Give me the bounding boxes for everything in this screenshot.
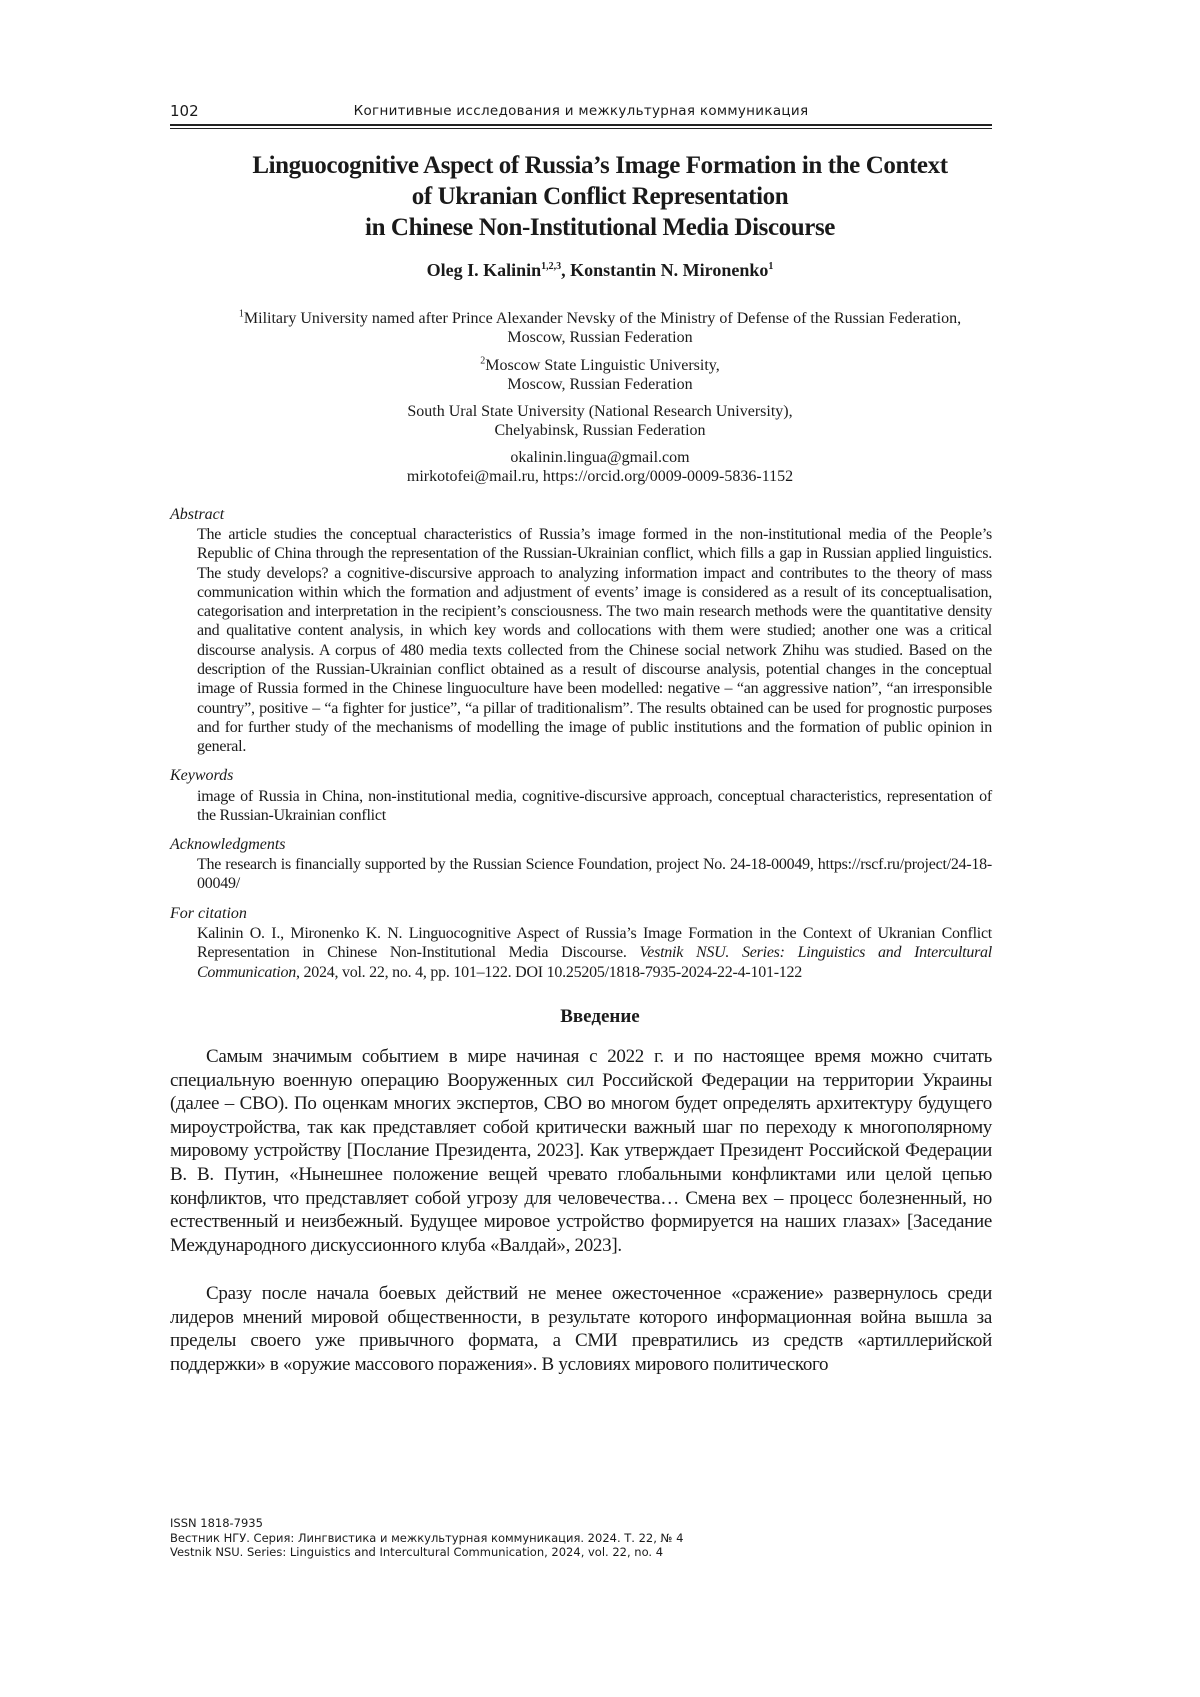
body-paragraph: Сразу после начала боевых действий не менее ожесточенное «сражение» развернулось среди лидеров мнений мировой общественности, в результате которого информационная вой­на вышла за пределы своего уже привычного формата, а СМИ превратились из средств «артил­лерийской поддержки» в «оружие массового поражения». В условиях мирового политического <box>170 1282 992 1376</box>
acknowledgments-text: The research is financially supported by the Russian Science Foundation, project No. 24-18-00049, https://rscf.ru/proj­ect/24-18-00049/ <box>197 855 992 894</box>
acknowledgments-label: Acknowledgments <box>170 836 286 854</box>
page-number: 102 <box>170 102 199 120</box>
affiliation-3 <box>170 402 1030 440</box>
citation-authors-title: Kalinin O. I., Mironenko K. N. Linguocognitive Aspect of Russia’s Image Formation in the Context of Ukranian Con­flict Representation in Chinese Non-Institutional Media Discourse. <box>197 925 992 961</box>
body-paragraph: Самым значимым событием в мире начиная с 2022 г. и по настоящее время можно считать специальную военную операцию Вооруженных сил Российской Федерации на территории Украины (далее – СВО). По оценкам многих экспертов, СВО во многом будет определять архи­тектуру будущего мироустройства, так как представляет собой критически важный шаг по пе­реходу к многополярному мировому устройству [Послание Президента, 2023]. Как утверждает Президент Российской Федерации В. В. Путин, «Нынешнее положение вещей чревато гло­бальными конфликтами или целой цепью конфликтов, что представляет собой угрозу для че­ловечества… Смена вех – процесс болезненный, но естественный и неизбежный. Будущее ми­ровое устройство формируется на наших глазах» [Заседание Международного дискуссионного клуба «Валдай», 2023]. <box>170 1045 992 1257</box>
citation-text <box>197 924 992 982</box>
journal-section: Когнитивные исследования и межкультурная коммуникация <box>170 103 992 119</box>
affiliation-mark: 1 <box>239 309 244 320</box>
affiliation-line: South Ural State University (National Research University), <box>170 402 1030 421</box>
affiliation-line: Moscow, Russian Federation <box>170 375 1030 394</box>
footer-issn: ISSN 1818-7935 <box>170 1516 683 1531</box>
citation-label: For citation <box>170 905 247 923</box>
title-line: in Chinese Non-Institutional Media Discourse <box>170 212 1030 243</box>
authors: Oleg I. Kalinin1,2,3, Konstantin N. Mironenko1 <box>170 260 1030 281</box>
affiliation-line: Military University named after Prince Alexander Nevsky of the Ministry of Defense of the Russian Federation, <box>244 310 961 327</box>
abstract-label: Abstract <box>170 506 224 524</box>
abstract-text: The article studies the conceptual characteristics of Russia’s image formed in the non-institutional media of the People’s Republic of China through the representation of the Russian-Ukrainian conflict, which fills a gap in Russian applied linguistics. The study develops? a cognitive-discursive approach to analyzing information impact and contributes to the theory of mass communication within which the formation and adjustment of events’ image is considered as a result of its conceptualisation, categorisation and interpretation in the recipient’s consciousness. The two main research methods were the quantitative density and qualitative content analysis, in which key words and collocations with them were studied; another one was a critical discourse analysis. A corpus of 480 media texts collected from the Chinese social network Zhihu was studied. Based on the description of the Russian-Ukrainian conflict obtained as a result of discourse analysis, potential changes in the conceptual image of Russia formed in the Chinese linguoculture have been modelled: negative – “an aggressive nation”, “an irresponsible country”, positive – “a fighter for justice”, “a pillar of traditional­ism”. The results obtained can be used for prognostic purposes and for further study of the mechanisms of modelling the image of public institutions and the formation of public opinion in general. <box>197 525 992 757</box>
keywords-label: Keywords <box>170 767 233 785</box>
email-orcid-link[interactable]: mirkotofei@mail.ru, https://orcid.org/0009-0009-5836-1152 <box>170 467 1030 486</box>
author-affiliation-marks: 1 <box>768 261 773 272</box>
keywords-text: image of Russia in China, non-institutional media, cognitive-discursive approach, conceptual characteristics, represen­tation of the Russian-Ukrainian conflict <box>197 787 992 826</box>
footer-journal-ru: Вестник НГУ. Серия: Лингвистика и межкультурная коммуникация. 2024. Т. 22, № 4 <box>170 1531 683 1546</box>
author-affiliation-marks: 1,2,3 <box>541 261 561 272</box>
citation-journal: Vestnik NSU. Series: Linguistics and Intercultural Communication <box>197 944 992 980</box>
title-line: Linguocognitive Aspect of Russia’s Image Formation in the Context <box>170 150 1030 181</box>
header-rule <box>170 124 992 129</box>
author-contacts <box>170 448 1030 486</box>
footer-journal-en: Vestnik NSU. Series: Linguistics and Intercultural Communication, 2024, vol. 22, no. 4 <box>170 1545 683 1560</box>
article-title <box>170 150 1030 243</box>
affiliation-line: Moscow, Russian Federation <box>170 328 1030 347</box>
page-footer <box>170 1516 683 1560</box>
citation-details: , 2024, vol. 22, no. 4, pp. 101–122. DOI 10.25205/1818-7935-2024-22-4-101-122 <box>296 964 802 981</box>
title-line: of Ukranian Conflict Representation <box>170 181 1030 212</box>
affiliation-1 <box>170 309 1030 347</box>
affiliation-mark: 2 <box>480 356 485 367</box>
section-heading: Введение <box>170 1006 1030 1028</box>
affiliation-line: Chelyabinsk, Russian Federation <box>170 421 1030 440</box>
author-name: Oleg I. Kalinin <box>427 260 542 280</box>
affiliation-2 <box>170 356 1030 394</box>
author-name: Konstantin N. Mironenko <box>570 260 768 280</box>
affiliation-line: Moscow State Linguistic University, <box>485 357 720 374</box>
running-header <box>170 102 992 124</box>
email-link[interactable]: okalinin.lingua@gmail.com <box>170 448 1030 467</box>
